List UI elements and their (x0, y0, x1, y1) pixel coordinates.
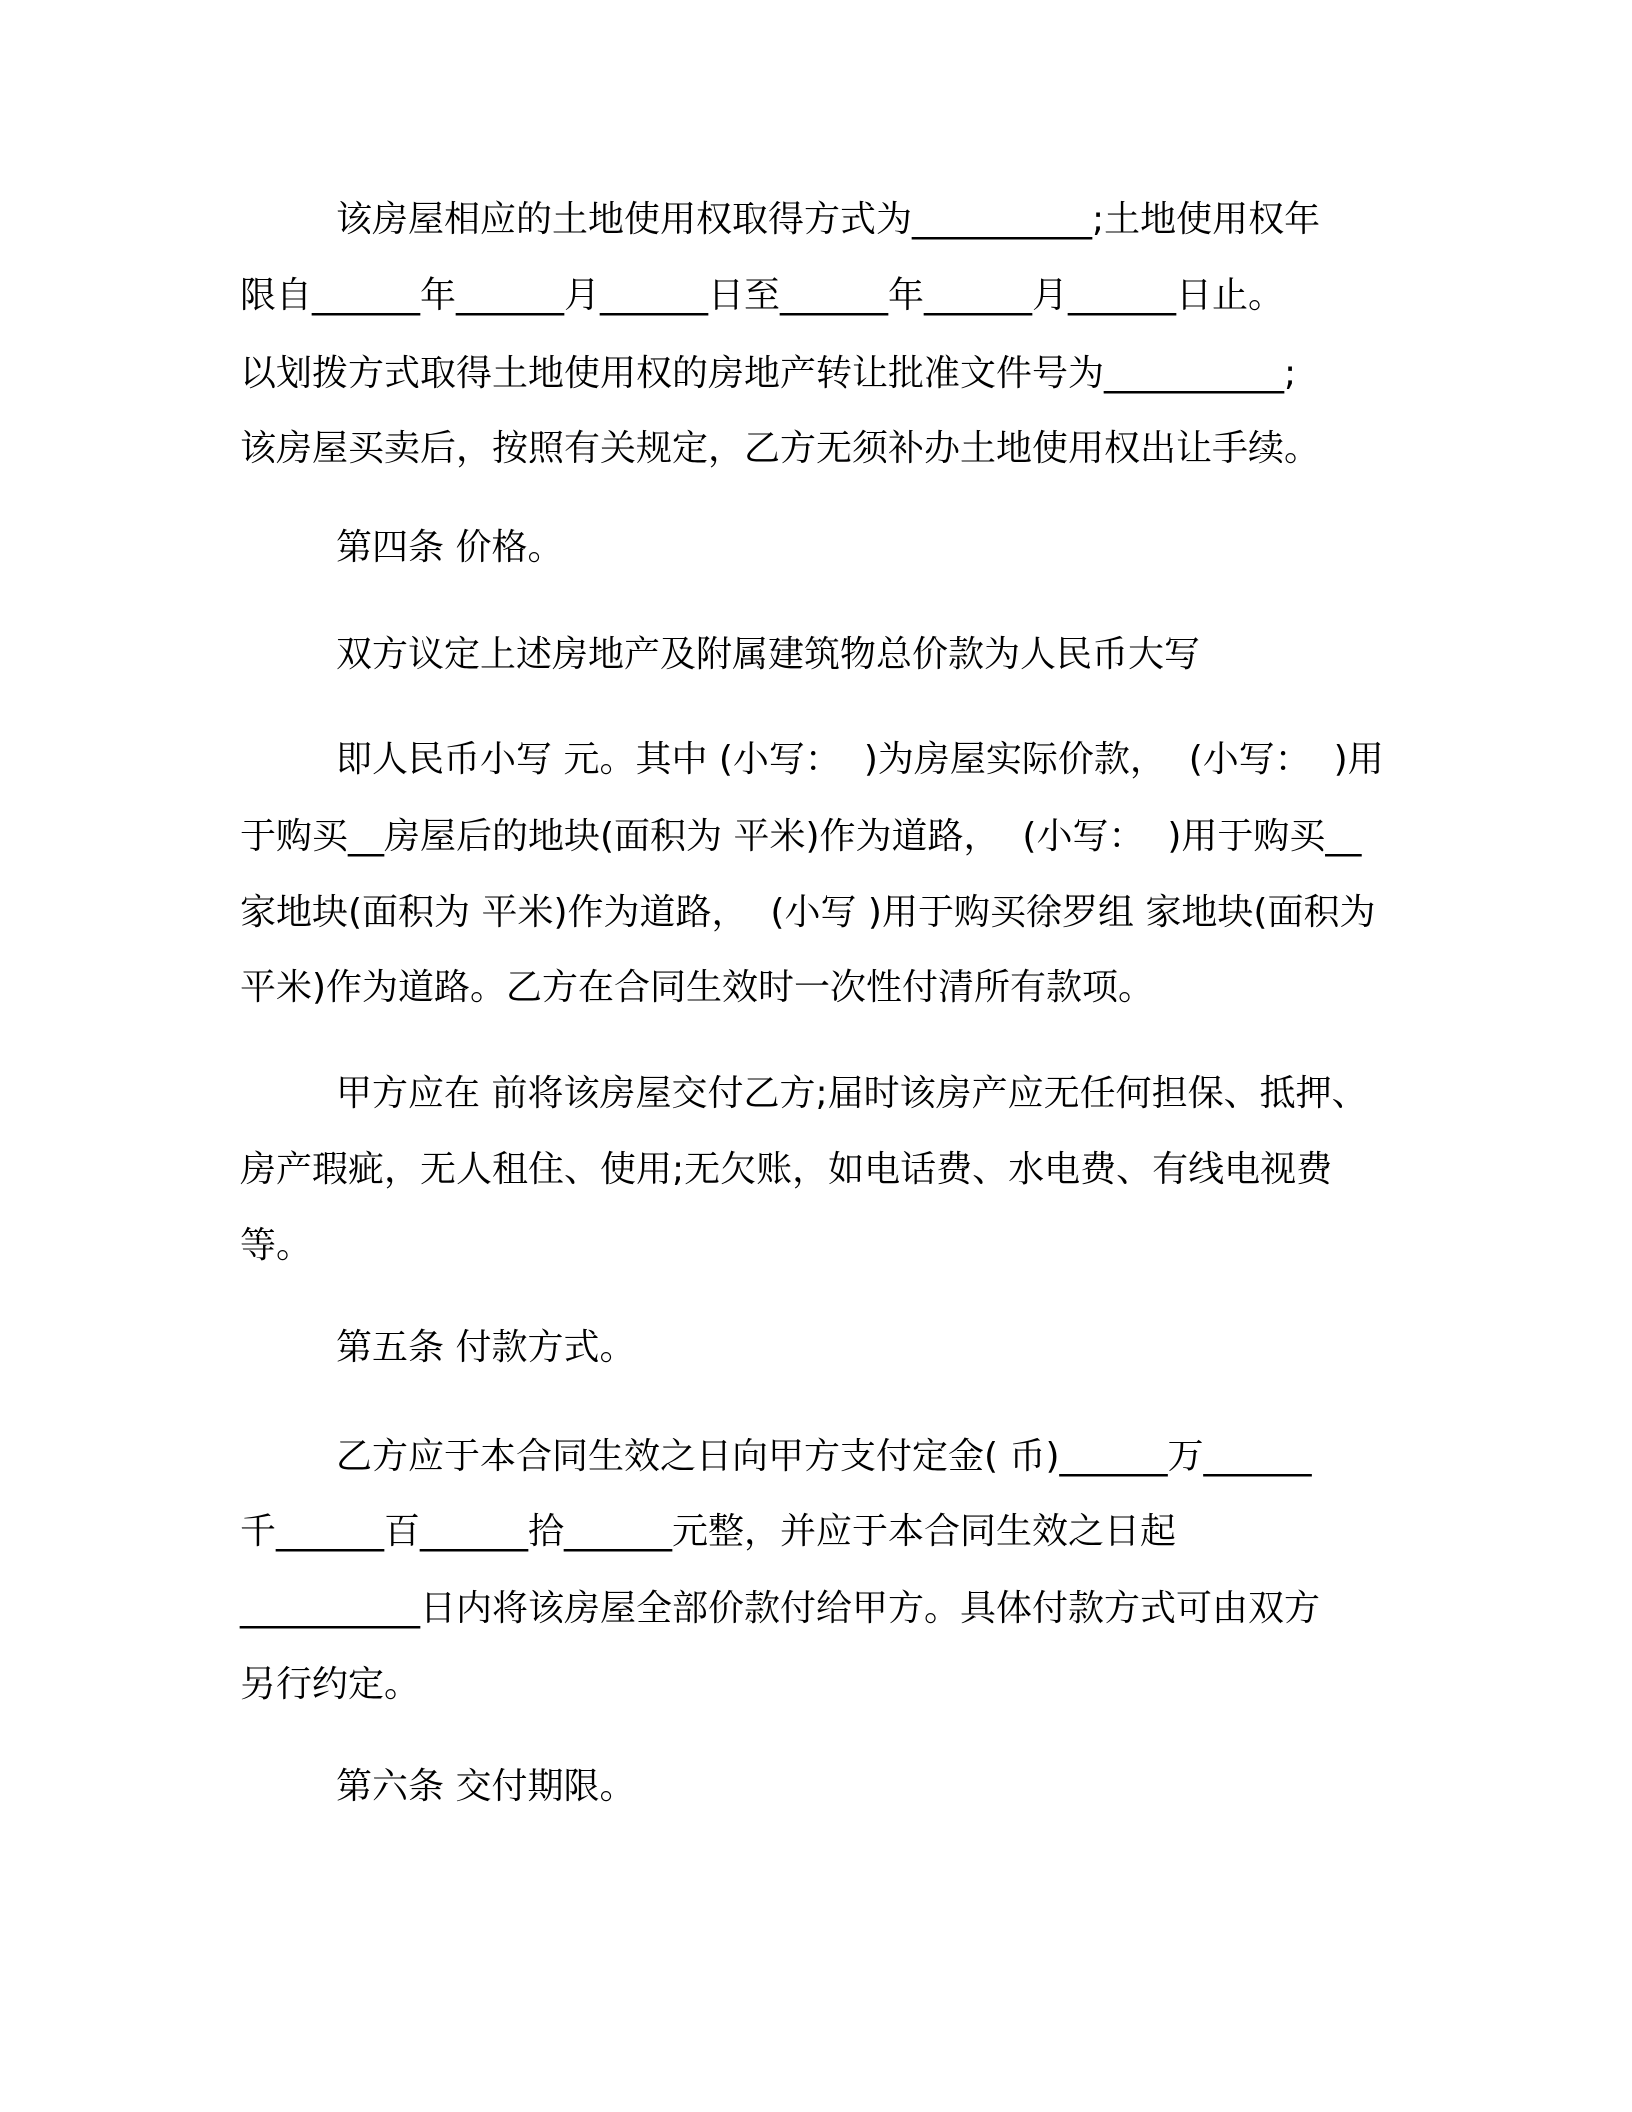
paragraph-line: 于购买__房屋后的地块(面积为 平米)作为道路， (小写： )用于购买__ (240, 816, 1362, 857)
section-heading-article-6: 第六条 交付期限。 (336, 1766, 636, 1807)
paragraph-line: 限自______年______月______日至______年______月______日止。 (240, 275, 1284, 316)
paragraph-line: 另行约定。 (240, 1664, 421, 1705)
paragraph-line: 该房屋相应的土地使用权取得方式为__________;土地使用权年 (336, 199, 1321, 240)
section-heading-article-5: 第五条 付款方式。 (336, 1327, 636, 1368)
paragraph-line: 该房屋买卖后，按照有关规定，乙方无须补办土地使用权出让手续。 (240, 428, 1321, 469)
paragraph-line: __________日内将该房屋全部价款付给甲方。具体付款方式可由双方 (240, 1588, 1321, 1629)
paragraph-line: 以划拨方式取得土地使用权的房地产转让批准文件号为__________; (240, 353, 1297, 394)
paragraph-line: 平米)作为道路。乙方在合同生效时一次性付清所有款项。 (240, 967, 1155, 1008)
paragraph-line: 等。 (240, 1225, 313, 1266)
paragraph-line: 千______百______拾______元整，并应于本合同生效之日起 (240, 1511, 1177, 1552)
paragraph-line: 双方议定上述房地产及附属建筑物总价款为人民币大写 (336, 634, 1201, 675)
paragraph-line: 即人民币小写 元。其中 (小写： )为房屋实际价款， (小写： )用 (336, 739, 1384, 780)
section-heading-article-4: 第四条 价格。 (336, 527, 564, 568)
paragraph-line: 甲方应在 前将该房屋交付乙方;届时该房产应无任何担保、抵押、 (336, 1073, 1368, 1114)
paragraph-line: 乙方应于本合同生效之日向甲方支付定金( 币)______万______ (336, 1436, 1312, 1477)
paragraph-line: 房产瑕疵，无人租住、使用;无欠账，如电话费、水电费、有线电视费 (240, 1149, 1333, 1190)
paragraph-line: 家地块(面积为 平米)作为道路， (小写 )用于购买徐罗组 家地块(面积为 (240, 892, 1376, 933)
